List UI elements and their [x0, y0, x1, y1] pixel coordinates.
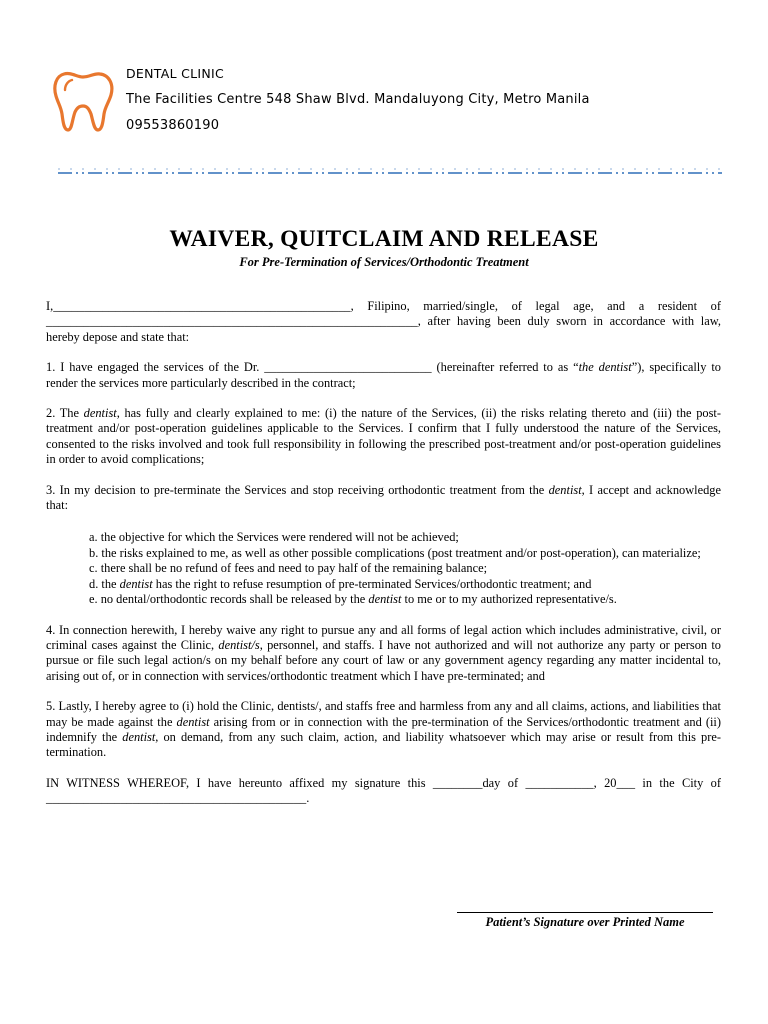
header-divider: [58, 166, 722, 178]
paragraph-4-text: 4. In connection herewith, I hereby waive any right to pursue any and all forms of legal action which includes administrative, civil, or criminal cases against the Clinic,: [46, 622, 721, 652]
paragraph-2: [46, 406, 721, 468]
list-item-e-emphasis: dentist: [368, 592, 402, 607]
paragraph-3: [46, 483, 721, 514]
paragraph-1-text-end: ”), specifically to render the services more particularly described in the contract;: [46, 360, 722, 390]
list-item-b: b. the risks explained to me, as well as other possible complications (post treatment and/or post-operation), can materialize;: [89, 545, 701, 560]
paragraph-5-emphasis: dentist: [176, 714, 210, 729]
paragraph-3-text-end: , I accept and acknowledge that:: [46, 482, 721, 513]
paragraph-5-text: 5. Lastly, I hereby agree to (i) hold the Clinic, dentists/, and staffs free and harmless from any and all claims, actions, and liabilities that may be made against the: [46, 699, 721, 729]
list-item-d-emphasis: dentist: [119, 576, 153, 591]
list-item-e-text-end: to me or to my authorized representative/s.: [401, 592, 617, 607]
list-item-e-text: e. no dental/orthodontic records shall be released by the: [89, 592, 369, 607]
document-title: WAIVER, QUITCLAIM AND RELEASE: [169, 226, 599, 252]
paragraph-1-emphasis: the dentist: [578, 360, 632, 375]
paragraph-2-text: 2. The: [46, 406, 84, 421]
document-subtitle: For Pre-Termination of Services/Orthodontic Treatment: [239, 255, 529, 269]
clinic-address: The Facilities Centre 548 Shaw Blvd. Mandaluyong City, Metro Manila: [126, 92, 590, 107]
intro-paragraph: [46, 299, 721, 345]
clinic-name: DENTAL CLINIC: [126, 66, 225, 81]
list-item-a: a. the objective for which the Services were rendered will not be achieved;: [89, 530, 459, 545]
tooth-icon: [50, 66, 120, 136]
paragraph-5-emphasis-2: dentist: [122, 729, 156, 744]
intro-text: I,________________________________________________, Filipino, married/single, of legal age, and a resident of ____________________________________________________________, after having been duly sworn in accordance with law, hereby depose and state that:: [46, 299, 721, 344]
acknowledgement-list: [46, 530, 721, 607]
paragraph-2-text-end: , has fully and clearly explained to me: (i) the nature of the Services, (ii) the risks relating thereto and (iii) the post-treatment and/or post-operation guidelines applicable to the Services. I confirm that I fully understood the nature of the Services, consented to the risks involved and took full responsibility in following the prescribed post-treatment and/or post-operation guidelines in order to avoid complications;: [46, 406, 721, 467]
paragraph-4: [46, 623, 721, 685]
paragraph-3-emphasis: dentist: [548, 482, 582, 497]
paragraph-2-emphasis: dentist: [83, 406, 117, 421]
paragraph-5-text-end: , on demand, from any such claim, action, and liability whatsoever which may arise or result from this pre-termination.: [46, 729, 721, 760]
document-body: [46, 299, 721, 822]
paragraph-4-text-end: , personnel, and staffs. I have not authorized and will not authorize any party or person to pursue or file such legal action/s on my behalf before any court of law or any government agency regarding any matter incidental to, arising out of, or in connection with services/orthodontic treatment which I have pre-terminated; and: [46, 637, 722, 683]
signature-caption: Patient’s Signature over Printed Name: [485, 915, 685, 929]
clinic-phone: 09553860190: [126, 118, 220, 133]
list-item-e: [89, 592, 721, 607]
paragraph-5-text-mid: arising from or in connection with the pre-termination of the Services/orthodontic treatment and (ii) indemnify the: [46, 714, 721, 744]
paragraph-3-text: 3. In my decision to pre-terminate the Services and stop receiving orthodontic treatment from the: [46, 482, 549, 497]
list-item-d-text-end: has the right to refuse resumption of pre-terminated Services/orthodontic treatment; and: [152, 576, 592, 591]
list-item-c: c. there shall be no refund of fees and need to pay half of the remaining balance;: [89, 561, 488, 576]
paragraph-4-emphasis: dentist/s: [218, 637, 260, 652]
letterhead: [0, 0, 768, 190]
signature-line: [457, 912, 713, 913]
witness-text: IN WITNESS WHEREOF, I have hereunto affixed my signature this ________day of ___________, 20___ in the City of __________________________________________.: [46, 775, 721, 806]
witness-paragraph: [46, 776, 721, 807]
paragraph-1: [46, 360, 721, 391]
list-item-d-text: d. the: [89, 576, 120, 591]
paragraph-5: [46, 699, 721, 761]
paragraph-1-text: 1. I have engaged the services of the Dr. ___________________________ (hereinafter referred to as “: [46, 360, 579, 375]
list-item-d: [89, 577, 721, 592]
